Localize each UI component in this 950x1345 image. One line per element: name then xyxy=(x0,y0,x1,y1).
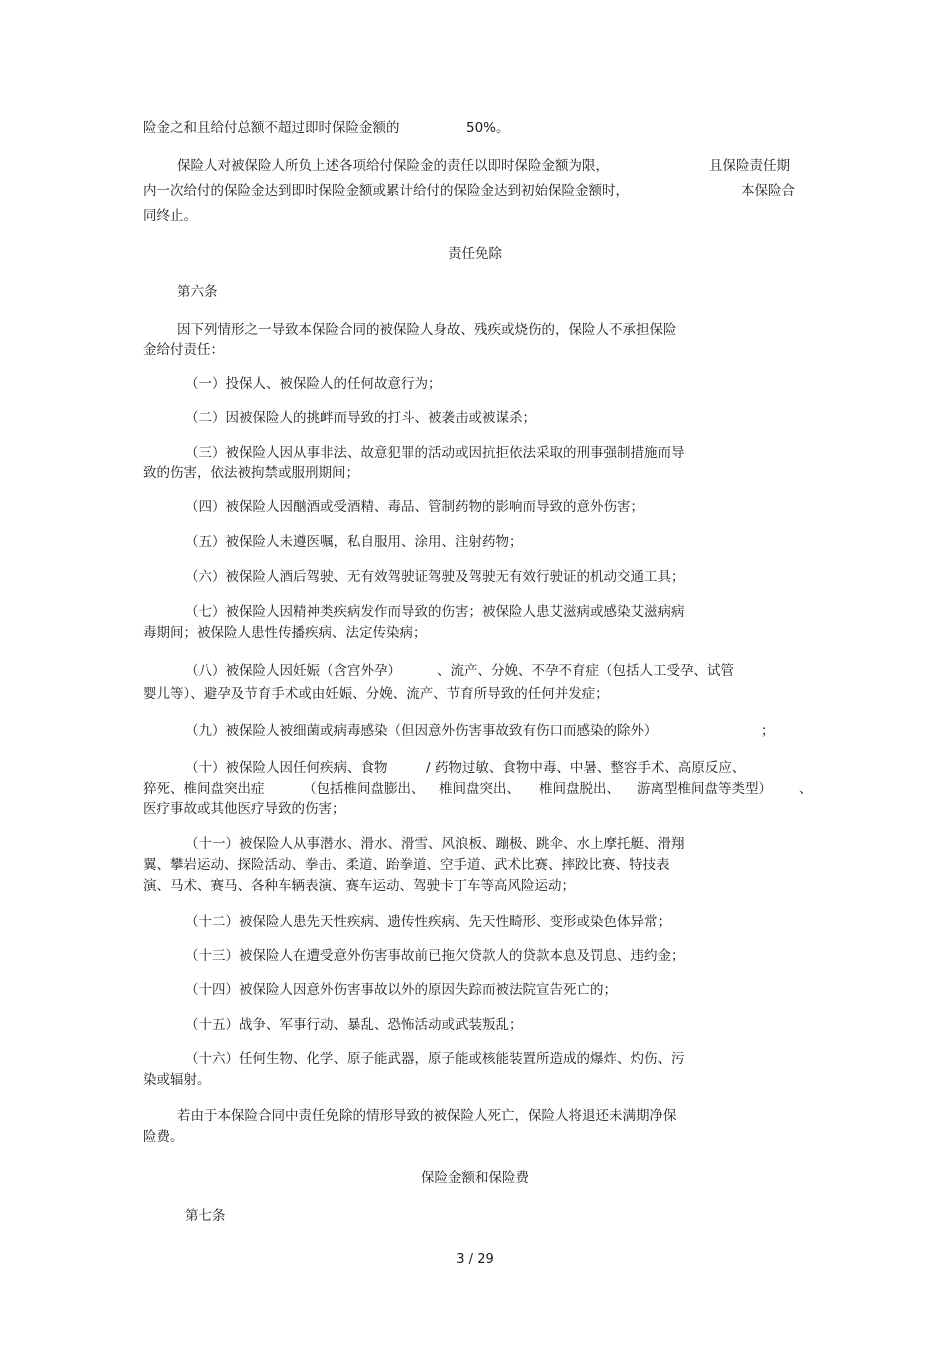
section-heading-premium: 保险金额和保险费 xyxy=(421,1170,529,1186)
list-item: （十三）被保险人在遭受意外伤害事故前已拖欠贷款人的贷款本息及罚息、违约金； xyxy=(185,948,685,964)
list-item: （五）被保险人未遵医嘱，私自服用、涂用、注射药物； xyxy=(185,534,523,550)
paragraph-line: 金给付责任： xyxy=(143,342,224,358)
paragraph-line: 若由于本保险合同中责任免除的情形导致的被保险人死亡，保险人将退还未满期净保 xyxy=(177,1108,677,1124)
page-current: 3 xyxy=(456,1252,465,1267)
list-item: （八）被保险人因妊娠（含宫外孕） xyxy=(185,663,401,679)
list-item: 染或辐射。 xyxy=(143,1072,211,1088)
list-item: （六）被保险人酒后驾驶、无有效驾驶证驾驶及驾驶无有效行驶证的机动交通工具； xyxy=(185,569,685,585)
list-item: 椎间盘突出、 xyxy=(439,781,520,797)
list-item: 游离型椎间盘等类型） xyxy=(637,781,772,797)
list-item: （十四）被保险人因意外伤害事故以外的原因失踪而被法院宣告死亡的； xyxy=(185,982,617,998)
list-item: / 药物过敏、食物中毒、中暑、整容手术、高原反应、 xyxy=(426,760,746,776)
list-item: （二）因被保险人的挑衅而导致的打斗、被袭击或被谋杀； xyxy=(185,410,536,426)
list-item: 翼、攀岩运动、探险活动、拳击、柔道、跆拳道、空手道、武术比赛、摔跤比赛、特技表 xyxy=(143,857,670,873)
list-item: （十一）被保险人从事潜水、滑水、滑雪、风浪板、蹦极、跳伞、水上摩托艇、滑翔 xyxy=(185,836,685,852)
list-item: 演、马术、赛马、各种车辆表演、赛车运动、驾驶卡丁车等高风险运动； xyxy=(143,878,575,894)
list-item: （四）被保险人因酗酒或受酒精、毒品、管制药物的影响而导致的意外伤害； xyxy=(185,499,644,515)
paragraph-line: 保险人对被保险人所负上述各项给付保险金的责任以即时保险金额为限， xyxy=(177,158,609,174)
list-item: 、 xyxy=(799,781,813,797)
paragraph-line: 险费。 xyxy=(143,1129,184,1145)
paragraph-line: 内一次给付的保险金达到即时保险金额或累计给付的保险金达到初始保险金额时， xyxy=(143,183,629,199)
paragraph-line: 同终止。 xyxy=(143,208,197,224)
list-item: （十）被保险人因任何疾病、食物 xyxy=(185,760,388,776)
list-item: 医疗事故或其他医疗导致的伤害； xyxy=(143,801,346,817)
list-item: （三）被保险人因从事非法、故意犯罪的活动或因抗拒依法采取的刑事强制措施而导 xyxy=(185,445,685,461)
list-item: 猝死、椎间盘突出症 xyxy=(143,781,265,797)
section-heading-exemption: 责任免除 xyxy=(448,246,502,262)
paragraph-line: 且保险责任期 xyxy=(709,158,790,174)
paragraph-line: 因下列情形之一导致本保险合同的被保险人身故、残疾或烧伤的，保险人不承担保险 xyxy=(177,322,677,338)
page-separator: / xyxy=(468,1252,474,1267)
article-label: 第六条 xyxy=(177,284,218,300)
list-item: （十二）被保险人患先天性疾病、遗传性疾病、先天性畸形、变形或染色体异常； xyxy=(185,914,671,930)
list-item: 毒期间；被保险人患性传播疾病、法定传染病； xyxy=(143,625,427,641)
list-item: （九）被保险人被细菌或病毒感染（但因意外伤害事故致有伤口而感染的除外） xyxy=(185,723,658,739)
list-item: ； xyxy=(761,723,775,739)
list-item: 、流产、分娩、不孕不育症（包括人工受孕、试管 xyxy=(437,663,734,679)
list-item: （十五）战争、军事行动、暴乱、恐怖活动或武装叛乱； xyxy=(185,1017,523,1033)
list-item: 椎间盘脱出、 xyxy=(539,781,620,797)
list-item: 致的伤害，依法被拘禁或服刑期间； xyxy=(143,465,359,481)
paragraph-line: 本保险合 xyxy=(741,183,795,199)
list-item: （包括椎间盘膨出、 xyxy=(303,781,425,797)
list-item: （七）被保险人因精神类疾病发作而导致的伤害；被保险人患艾滋病或感染艾滋病病 xyxy=(185,604,685,620)
page-total: 29 xyxy=(477,1252,494,1267)
list-item: 婴儿等）、避孕及节育手术或由妊娠、分娩、流产、节育所导致的任何并发症； xyxy=(143,686,609,702)
list-item: （一）投保人、被保险人的任何故意行为； xyxy=(185,376,442,392)
paragraph-line: 险金之和且给付总额不超过即时保险金额的 xyxy=(143,120,400,136)
paragraph-line: 50%。 xyxy=(466,120,510,136)
page-number xyxy=(0,1250,950,1270)
list-item: （十六）任何生物、化学、原子能武器，原子能或核能装置所造成的爆炸、灼伤、污 xyxy=(185,1051,685,1067)
article-label: 第七条 xyxy=(185,1208,226,1224)
